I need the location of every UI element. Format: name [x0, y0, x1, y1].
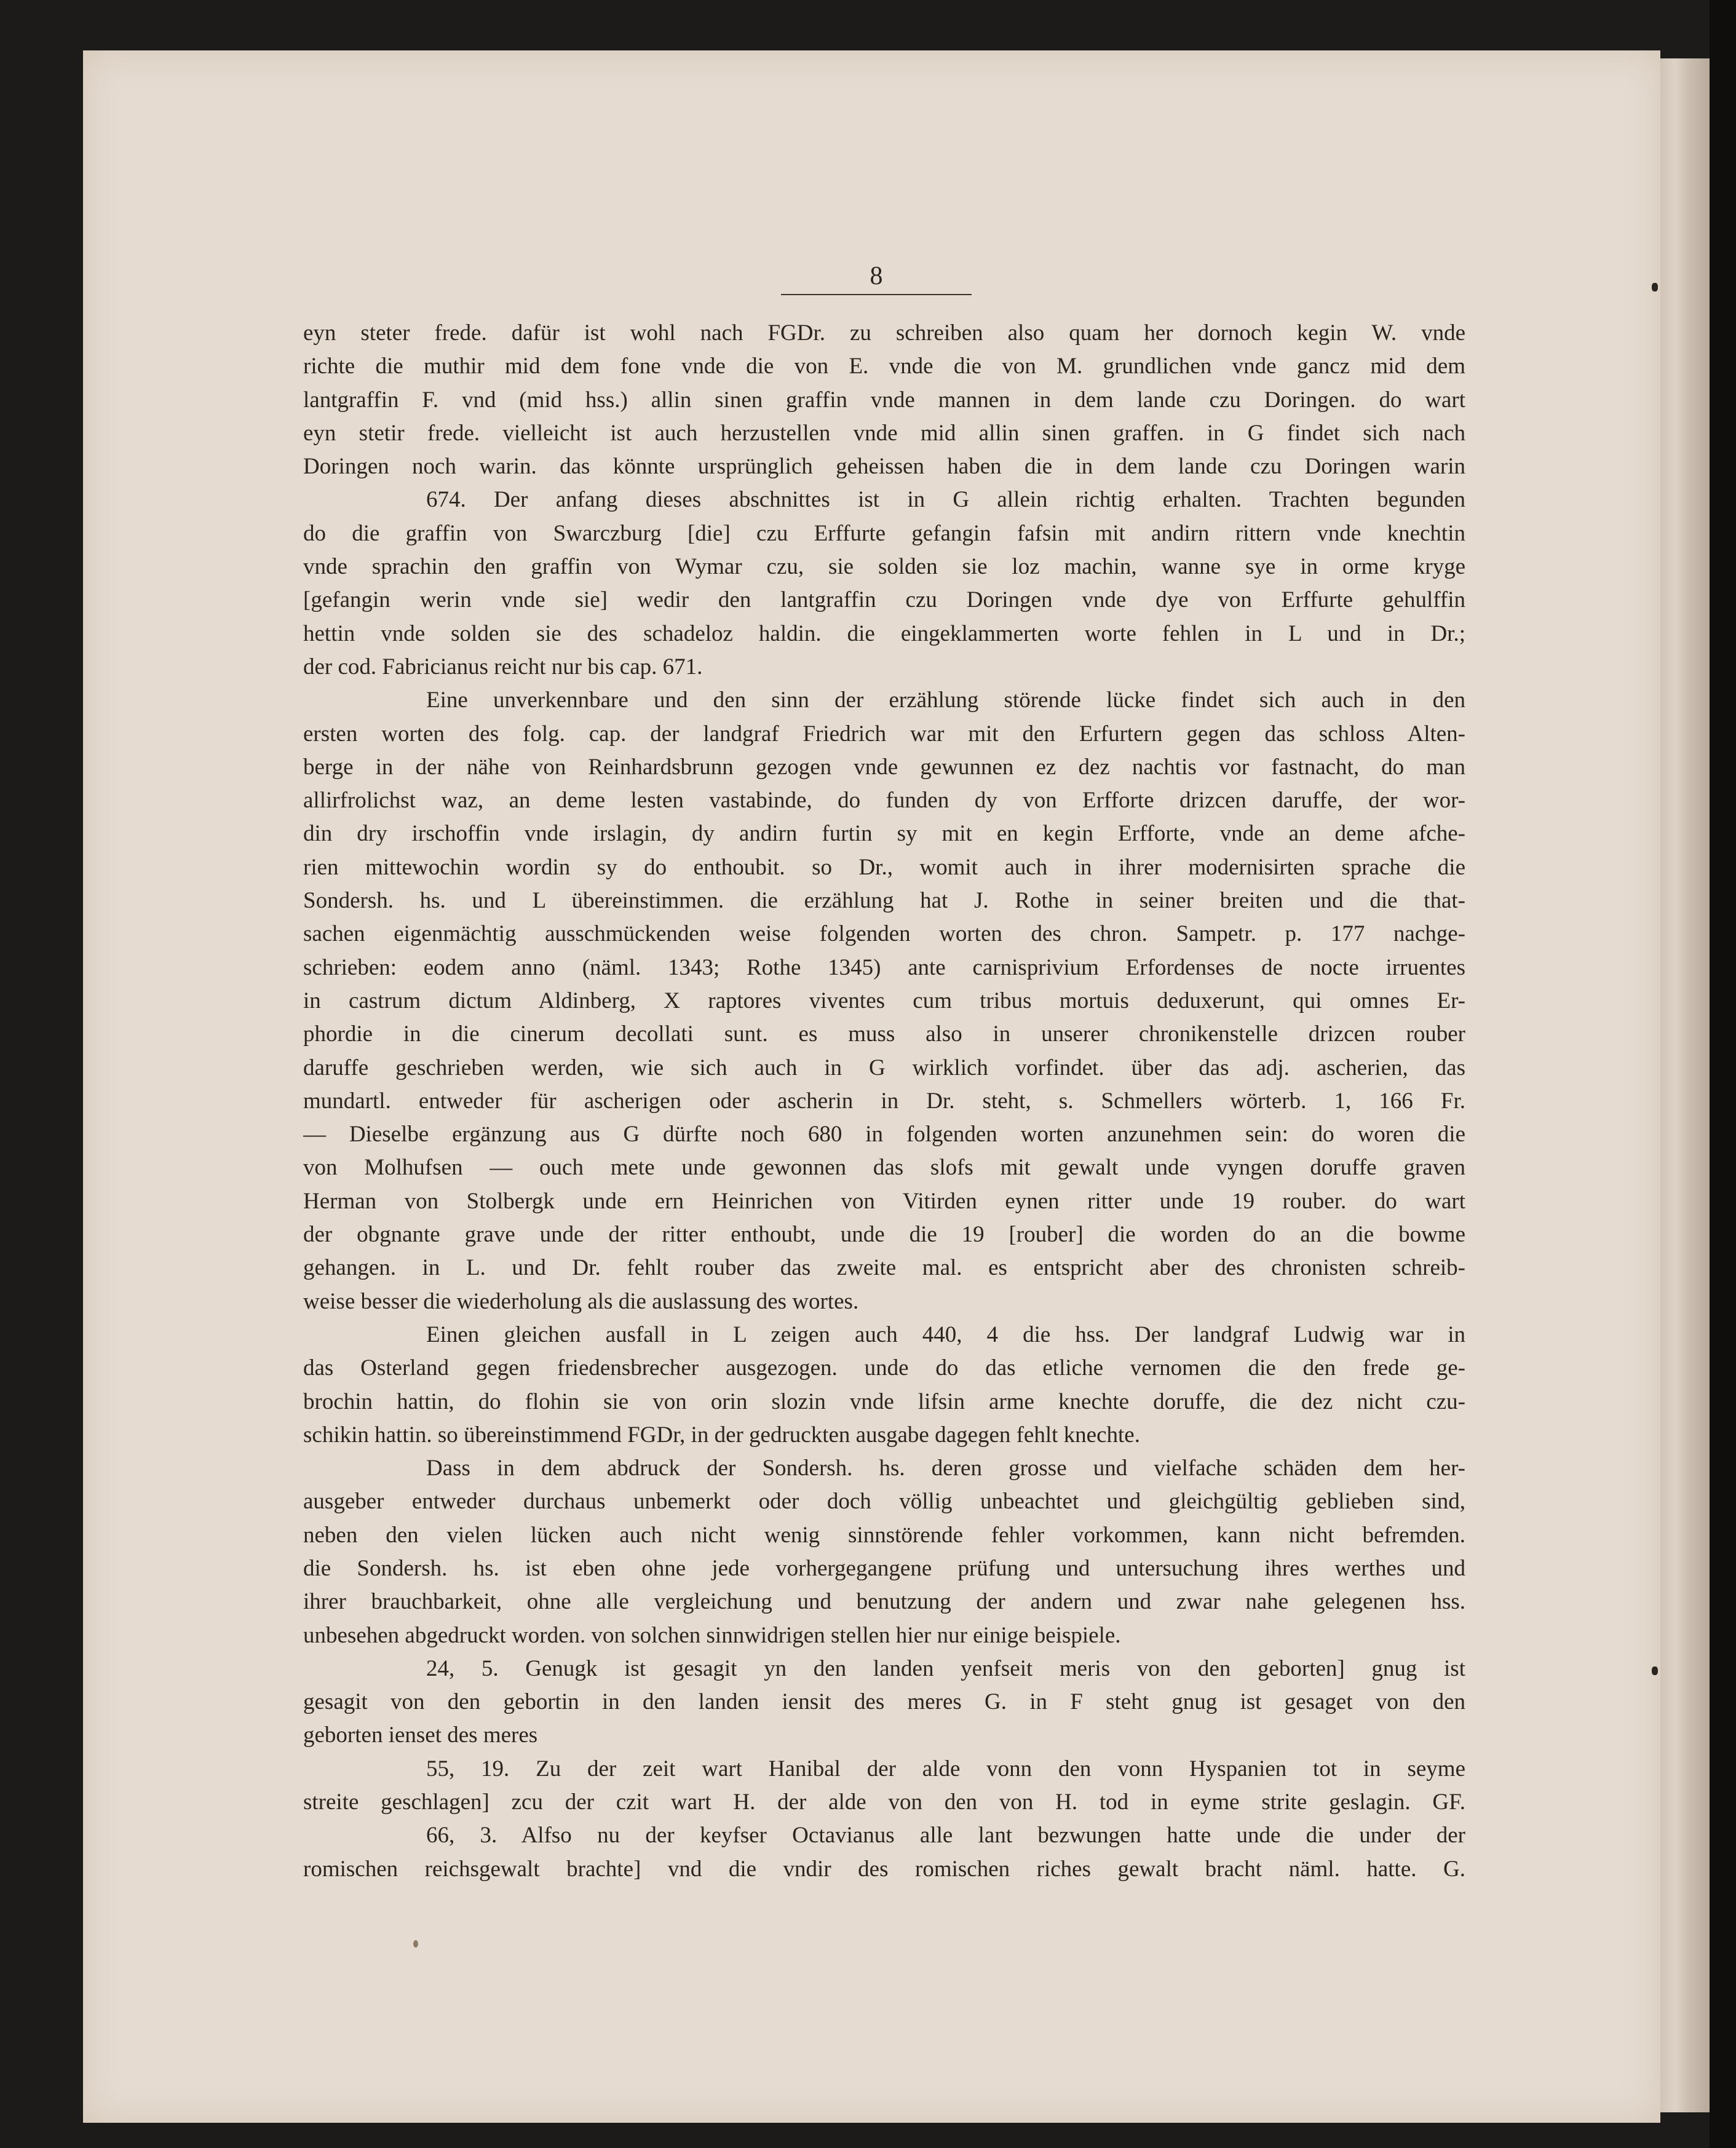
- text-line: ihrer brauchbarkeit, ohne alle vergleichung und benutzung der andern und zwar nahe gelegenen hss.: [303, 1589, 1465, 1615]
- text-line: vnde sprachin den graffin von Wymar czu, sie solden sie loz machin, wanne sye in orme kryge: [303, 554, 1465, 580]
- text-line: Eine unverkennbare und den sinn der erzählung störende lücke findet sich auch in den: [426, 688, 1465, 713]
- margin-mark: [1652, 283, 1658, 291]
- text-line: rien mittewochin wordin sy do enthoubit. so Dr., womit auch in ihrer modernisirten sprache die: [303, 854, 1465, 880]
- text-line: sachen eigenmächtig ausschmückenden weise folgenden worten des chron. Sampetr. p. 177 nachge-: [303, 921, 1465, 947]
- text-line: Doringen noch warin. das könnte ursprünglich geheissen haben die in dem lande czu Doringen warin: [303, 454, 1465, 480]
- text-line: Dass in dem abdruck der Sondersh. hs. deren grosse und vielfache schäden dem her-: [426, 1456, 1465, 1481]
- text-line: eyn stetir frede. vielleicht ist auch herzustellen vnde mid allin sinen graffen. in G findet sich nach: [303, 420, 1465, 446]
- text-line: romischen reichsgewalt brachte] vnd die vndir des romischen riches gewalt bracht näml. hatte. G.: [303, 1856, 1465, 1882]
- text-line: das Osterland gegen friedensbrecher ausgezogen. unde do das etliche vernomen die den frede ge-: [303, 1355, 1465, 1381]
- text-line: phordie in die cinerum decollati sunt. es muss also in unserer chronikenstelle drizcen rouber: [303, 1021, 1465, 1047]
- text-line: von Molhufsen — ouch mete unde gewonnen das slofs mit gewalt unde vyngen doruffe graven: [303, 1155, 1465, 1181]
- text-line: der obgnante grave unde der ritter enthoubt, unde die 19 [rouber] die worden do an die bowme: [303, 1222, 1465, 1248]
- text-line: — Dieselbe ergänzung aus G dürfte noch 680 in folgenden worten anzunehmen sein: do woren die: [303, 1122, 1465, 1147]
- scan-border: [1710, 0, 1736, 2148]
- text-line: Herman von Stolbergk unde ern Heinrichen von Vitirden eynen ritter unde 19 rouber. do wart: [303, 1188, 1465, 1214]
- page-number-rule: [781, 294, 972, 295]
- text-line: 674. Der anfang dieses abschnittes ist in G allein richtig erhalten. Trachten begunden: [426, 487, 1465, 513]
- text-line: Sondersh. hs. und L übereinstimmen. die erzählung hat J. Rothe in seiner breiten und die that-: [303, 888, 1465, 914]
- text-line: berge in der nähe von Reinhardsbrunn gezogen vnde gewunnen ez dez nachtis vor fastnacht, do man: [303, 754, 1465, 780]
- text-line: in castrum dictum Aldinberg, X raptores viventes cum tribus mortuis deduxerunt, qui omnes Er-: [303, 988, 1465, 1013]
- text-line: schrieben: eodem anno (näml. 1343; Rothe 1345) ante carnisprivium Erfordenses de nocte irruentes: [303, 954, 1465, 980]
- text-line: 66, 3. Alfso nu der keyfser Octavianus alle lant bezwungen hatte unde die under der: [426, 1823, 1465, 1849]
- text-line: die Sondersh. hs. ist eben ohne jede vorhergegangene prüfung und untersuchung ihres werthes und: [303, 1555, 1465, 1581]
- text-line: hettin vnde solden sie des schadeloz haldin. die eingeklammerten worte fehlen in L und in Dr.;: [303, 620, 1465, 646]
- page-number: 8: [870, 262, 883, 290]
- text-line: Einen gleichen ausfall in L zeigen auch 440, 4 die hss. Der landgraf Ludwig war in: [426, 1322, 1465, 1347]
- text-line: weise besser die wiederholung als die auslassung des wortes.: [303, 1288, 859, 1314]
- text-line: neben den vielen lücken auch nicht wenig sinnstörende fehler vorkommen, kann nicht befremden.: [303, 1522, 1465, 1548]
- text-line: daruffe geschrieben werden, wie sich auch in G wirklich vorfindet. über das adj. ascherien, das: [303, 1055, 1465, 1080]
- text-line: gehangen. in L. und Dr. fehlt rouber das zweite mal. es entspricht aber des chronisten schreib-: [303, 1255, 1465, 1281]
- text-line: richte die muthir mid dem fone vnde die von E. vnde die von M. grundlichen vnde gancz mid dem: [303, 354, 1465, 379]
- text-line: din dry irschoffin vnde irslagin, dy andirn furtin sy mit en kegin Erfforte, vnde an deme afche-: [303, 821, 1465, 847]
- text-line: unbesehen abgedruckt worden. von solchen sinnwidrigen stellen hier nur einige beispiele.: [303, 1622, 1121, 1648]
- text-line: streite geschlagen] zcu der czit wart H. der alde von den von H. tod in eyme strite geslagin. GF.: [303, 1789, 1465, 1815]
- text-line: 55, 19. Zu der zeit wart Hanibal der alde vonn den vonn Hyspanien tot in seyme: [426, 1756, 1465, 1781]
- text-line: gesagit von den gebortin in den landen iensit des meres G. in F steht gnug ist gesaget von den: [303, 1689, 1465, 1715]
- text-line: [gefangin werin vnde sie] wedir den lantgraffin czu Doringen vnde dye von Erffurte gehulffin: [303, 587, 1465, 613]
- text-line: allirfrolichst waz, an deme lesten vastabinde, do funden dy von Erfforte drizcen daruffe, der wor-: [303, 788, 1465, 814]
- text-line: geborten ienset des meres: [303, 1722, 538, 1748]
- paper-speck: [413, 1940, 418, 1948]
- text-line: eyn steter frede. dafür ist wohl nach FGDr. zu schreiben also quam her dornoch kegin W. vnde: [303, 320, 1465, 346]
- text-line: lantgraffin F. vnd (mid hss.) allin sinen graffin vnde mannen in dem lande czu Doringen. do wart: [303, 387, 1465, 413]
- text-line: der cod. Fabricianus reicht nur bis cap. 671.: [303, 654, 703, 680]
- body-text: [303, 317, 1465, 1886]
- text-line: mundartl. entweder für ascherigen oder ascherin in Dr. steht, s. Schmellers wörterb. 1, 166 Fr.: [303, 1088, 1465, 1114]
- margin-mark: [1652, 1666, 1658, 1675]
- text-line: schikin hattin. so übereinstimmend FGDr, in der gedruckten ausgabe dagegen fehlt knechte.: [303, 1422, 1140, 1448]
- text-line: ausgeber entweder durchaus unbemerkt oder doch völlig unbeachtet und gleichgültig geblieben sind,: [303, 1489, 1465, 1515]
- adjacent-page-edge: [1660, 58, 1710, 2112]
- text-line: ersten worten des folg. cap. der landgraf Friedrich war mit den Erfurtern gegen das schloss Alten-: [303, 721, 1465, 747]
- text-line: do die graffin von Swarczburg [die] czu Erffurte gefangin fafsin mit andirn rittern vnde knechtin: [303, 520, 1465, 546]
- text-line: 24, 5. Genugk ist gesagit yn den landen yenfseit meris von den geborten] gnug ist: [426, 1655, 1465, 1681]
- text-line: brochin hattin, do flohin sie von orin slozin vnde lifsin arme knechte doruffe, die dez nicht czu-: [303, 1389, 1465, 1414]
